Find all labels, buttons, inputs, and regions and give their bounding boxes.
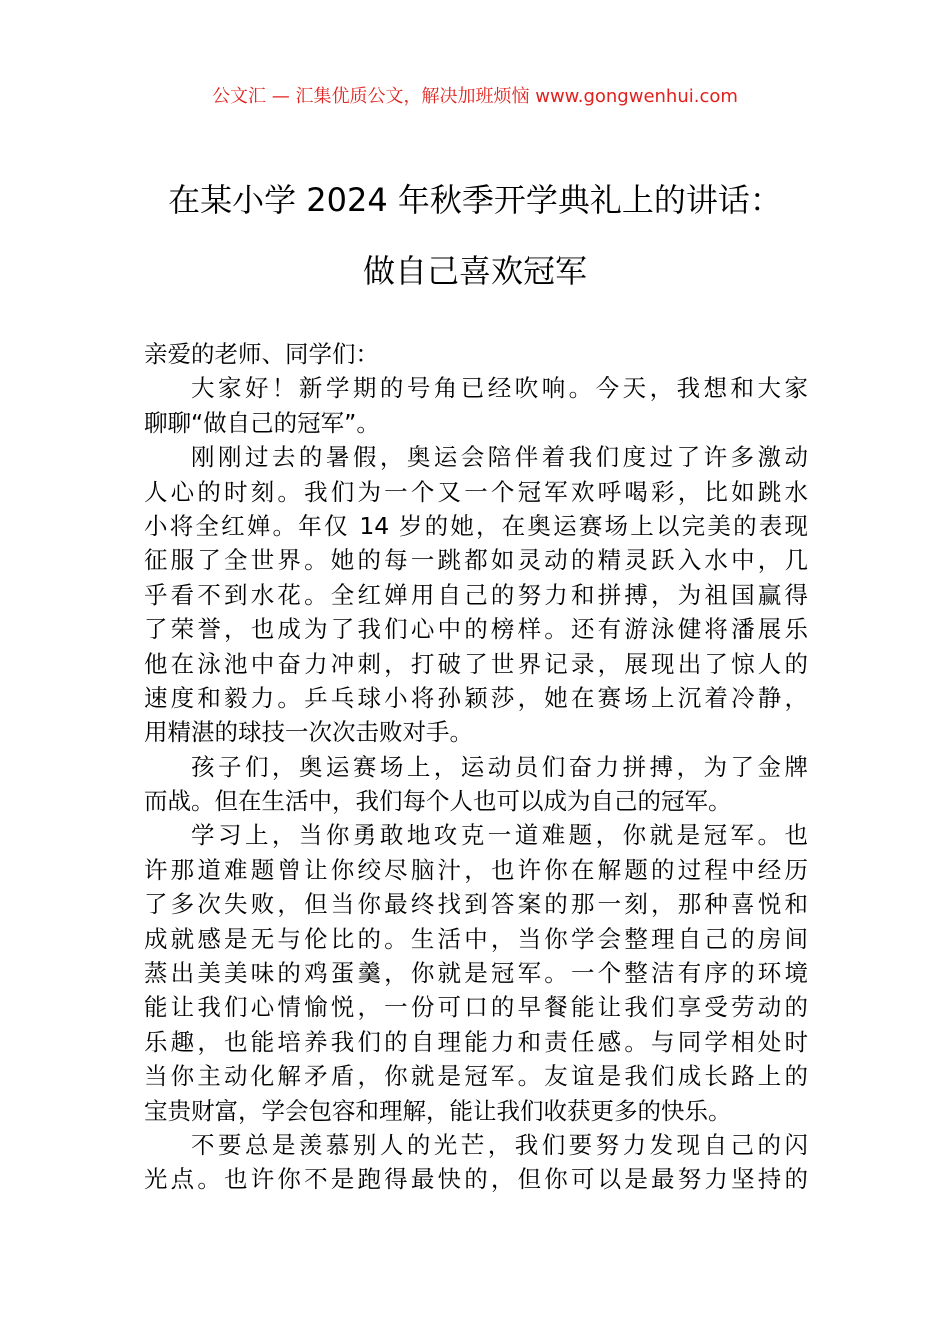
body-line: 人心的时刻。我们为一个又一个冠军欢呼喝彩，比如跳水 (144, 477, 808, 506)
document-title-line-2: 做自己喜欢冠军 (362, 252, 587, 290)
body-line: 而战。但在生活中，我们每个人也可以成为自己的冠军。 (144, 787, 732, 816)
body-line: 大家好！新学期的号角已经吹响。今天，我想和大家 (191, 374, 808, 403)
body-line: 许那道难题曾让你绞尽脑汁，也许你在解题的过程中经历 (144, 855, 808, 884)
body-line: 用精湛的球技一次次击败对手。 (144, 718, 473, 747)
body-line: 能让我们心情愉悦，一份可口的早餐能让我们享受劳动的 (144, 993, 808, 1022)
body-line: 不要总是羡慕别人的光芒，我们要努力发现自己的闪 (191, 1130, 808, 1159)
body-line: 孩子们，奥运赛场上，运动员们奋力拼搏，为了金牌 (191, 752, 808, 781)
body-line: 光点。也许你不是跑得最快的，但你可以是最努力坚持的 (144, 1165, 808, 1194)
document-title-line-1: 在某小学 2024 年秋季开学典礼上的讲话： (168, 181, 782, 219)
body-line: 乎看不到水花。全红婵用自己的努力和拼搏，为祖国赢得 (144, 580, 808, 609)
body-line: 了荣誉，也成为了我们心中的榜样。还有游泳健将潘展乐 (144, 615, 808, 644)
site-banner[interactable]: 公文汇 — 汇集优质公文，解决加班烦恼 www.gongwenhui.com (212, 86, 738, 107)
document-body (144, 337, 808, 1197)
salutation: 亲爱的老师、同学们： (144, 340, 379, 368)
body-line: 乐趣，也能培养我们的自理能力和责任感。与同学相处时 (144, 1027, 808, 1056)
body-line: 刚刚过去的暑假，奥运会陪伴着我们度过了许多激动 (191, 443, 808, 472)
body-line: 小将全红婵。年仅 14 岁的她，在奥运赛场上以完美的表现 (144, 511, 808, 540)
body-line: 蒸出美美味的鸡蛋羹，你就是冠军。一个整洁有序的环境 (144, 959, 808, 988)
body-line: 当你主动化解矛盾，你就是冠军。友谊是我们成长路上的 (144, 1062, 808, 1091)
body-line: 学习上，当你勇敢地攻克一道难题，你就是冠军。也 (191, 821, 808, 850)
body-line: 征服了全世界。她的每一跳都如灵动的精灵跃入水中，几 (144, 546, 808, 575)
body-line: 聊聊“做自己的冠军”。 (144, 408, 380, 437)
body-line: 速度和毅力。乒乓球小将孙颖莎，她在赛场上沉着冷静， (144, 683, 808, 712)
body-line: 他在泳池中奋力冲刺，打破了世界记录，展现出了惊人的 (144, 649, 808, 678)
body-line: 宝贵财富，学会包容和理解，能让我们收获更多的快乐。 (144, 1096, 732, 1125)
body-line: 成就感是无与伦比的。生活中，当你学会整理自己的房间 (144, 924, 808, 953)
body-line: 了多次失败，但当你最终找到答案的那一刻，那种喜悦和 (144, 890, 808, 919)
